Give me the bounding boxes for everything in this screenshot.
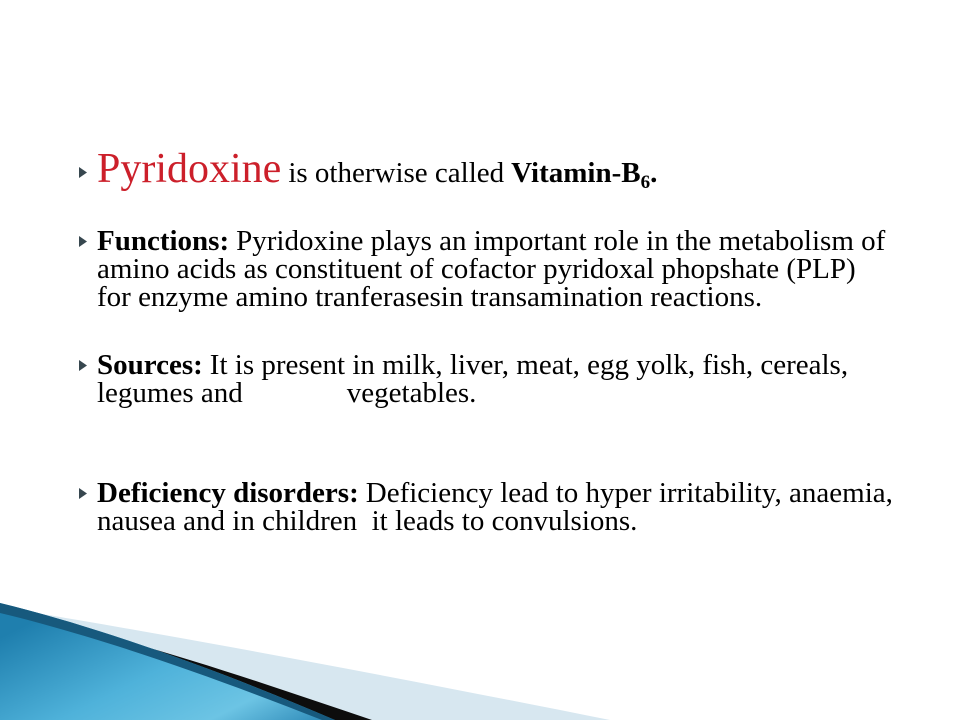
functions-line-1 [97,227,885,255]
deficiency-line-1 [97,479,893,507]
sources-text-2a: legumes and [97,377,243,409]
deficiency-text-1: Deficiency lead to hyper irritability, anaemia, [365,477,893,509]
bullet-intro [97,144,657,202]
triangle-right-icon [79,360,87,371]
deficiency-label: Deficiency disorders: [97,477,359,509]
functions-label: Functions: [97,225,230,257]
intro-period: . [650,157,658,189]
functions-text-1: Pyridoxine plays an important role in the metabolism of [236,225,886,257]
bullet-deficiency [97,479,893,535]
bullet-functions [97,227,885,311]
swoosh-black-wedge [58,624,372,720]
sources-text-2b: vegetables. [346,377,477,409]
triangle-right-icon [79,488,87,499]
functions-line-2: amino acids as constituent of cofactor pyridoxal phopshate (PLP) [97,253,856,285]
functions-line-3: for enzyme amino tranferasesin transamination reactions. [97,281,763,313]
deficiency-line-2: nausea and in children it leads to convulsions. [97,505,638,537]
swoosh-dark-stripe [0,603,335,720]
triangle-right-icon [79,167,87,178]
vitamin-name: Vitamin-B [511,157,641,189]
intro-text: is otherwise called [288,157,505,189]
swoosh-light-band [30,612,610,720]
vitamin-subscript: 6 [640,172,651,193]
swoosh-blue-band [0,603,335,720]
triangle-right-icon [79,236,87,247]
bullet-sources [97,351,848,407]
highlight-term: Pyridoxine [97,146,282,192]
sources-label: Sources: [97,349,203,381]
sources-line-1 [97,351,848,379]
sources-line-2 [97,379,848,407]
sources-text-1: It is present in milk, liver, meat, egg yolk, fish, cereals, [209,349,849,381]
